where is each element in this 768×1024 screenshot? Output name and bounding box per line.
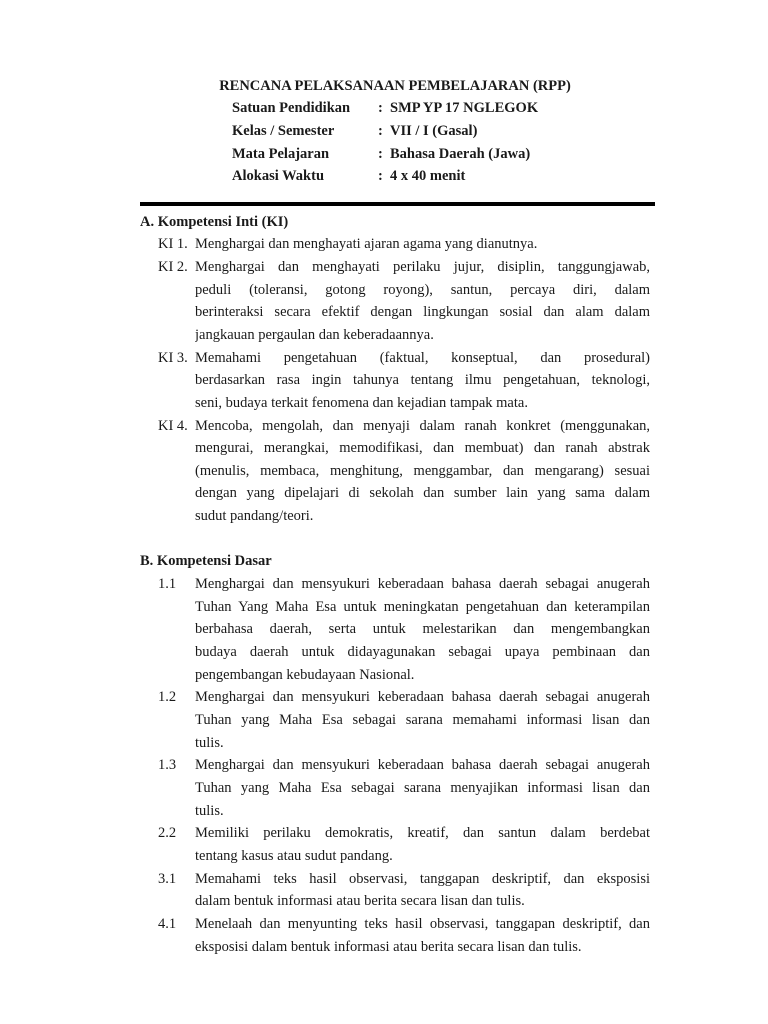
text-line: seni, budaya terkait fenomena dan kejadian tampak mata.: [195, 394, 528, 411]
text-line: eksposisi dalam bentuk informasi atau berita secara lisan dan tulis.: [195, 938, 582, 955]
kd-item-4-1: [0, 913, 768, 958]
kd-item-1-1: [0, 573, 768, 686]
ki-label: KI 1.: [158, 236, 188, 253]
kd-item-1-3: [0, 754, 768, 822]
ki-label: KI 4.: [158, 417, 188, 434]
header-value: Bahasa Daerah (Jawa): [390, 145, 531, 162]
header-label: Alokasi Waktu: [232, 168, 325, 185]
header-separator: :: [378, 145, 383, 162]
text-line: Mencoba, mengolah, dan menyaji dalam ranah konkret (menggunakan,: [195, 417, 650, 434]
header-separator: :: [378, 122, 383, 139]
header-label: Satuan Pendidikan: [232, 100, 351, 117]
section-heading-ki: A. Kompetensi Inti (KI): [140, 213, 289, 230]
header-row-subject: [0, 143, 768, 166]
ki-label: KI 2.: [158, 258, 188, 275]
text-line: pengembangan kebudayaan Nasional.: [195, 666, 415, 683]
section-spacer: [0, 528, 768, 551]
text-line: Memahami pengetahuan (faktual, konseptual, dan prosedural): [195, 349, 650, 366]
kd-number: 1.3: [158, 757, 177, 774]
text-line: Tuhan yang Maha Esa sebagai sarana menyajikan informasi lisan dan: [195, 780, 650, 796]
text-line: Menghargai dan menghayati perilaku jujur, disiplin, tanggungjawab,: [195, 258, 650, 275]
text-line: Menghargai dan mensyukuri keberadaan bahasa daerah sebagai anugerah: [195, 576, 650, 593]
text-line: Memiliki perilaku demokratis, kreatif, dan santun dalam berdebat: [195, 825, 650, 842]
header-divider: [140, 202, 655, 206]
kd-number: 4.1: [158, 915, 177, 932]
kd-description: [195, 822, 650, 867]
kd-number: 1.2: [158, 689, 177, 706]
ki-item-2: [0, 256, 768, 347]
document-title: RENCANA PELAKSANAAN PEMBELAJARAN (RPP): [219, 77, 571, 94]
text-line: berinteraksi secara efektif dengan lingkungan sosial dan alam dalam: [195, 304, 650, 321]
text-line: jangkauan pergaulan dan keberadaannya.: [195, 326, 434, 343]
ki-item-4: [0, 415, 768, 528]
header-separator: :: [378, 100, 383, 117]
kd-number: 3.1: [158, 870, 177, 887]
text-line: tulis.: [195, 734, 224, 751]
header-separator: :: [378, 168, 383, 185]
header-row-time: [0, 165, 768, 188]
text-line: Tuhan yang Maha Esa sebagai sarana memahami informasi lisan dan: [195, 712, 650, 729]
ki-item-1: [0, 233, 768, 256]
text-line: berbahasa daerah, serta untuk melestarikan dan mengembangkan: [195, 621, 650, 638]
text-line: mengurai, merangkai, memodifikasi, dan membuat) dan ranah abstrak: [195, 440, 650, 457]
text-line: tentang kasus atau sudut pandang.: [195, 847, 393, 864]
ki-description: [195, 256, 650, 347]
text-line: Menghargai dan menghayati ajaran agama yang dianutnya.: [195, 236, 538, 253]
document-body: [0, 75, 768, 959]
text-line: sudut pandang/teori.: [195, 508, 314, 525]
ki-description: [195, 233, 650, 256]
ki-description: [195, 347, 650, 415]
kd-description: [195, 868, 650, 913]
text-line: Menelaah dan menyunting teks hasil observasi, tanggapan deskriptif, dan: [195, 915, 650, 932]
kd-item-3-1: [0, 868, 768, 913]
kd-description: [195, 686, 650, 754]
ki-label: KI 3.: [158, 349, 188, 366]
text-line: dalam bentuk informasi atau berita secara lisan dan tulis.: [195, 893, 525, 910]
text-line: berdasarkan rasa ingin tahunya tentang ilmu pengetahuan, teknologi,: [195, 372, 650, 389]
kd-item-1-2: [0, 686, 768, 754]
text-line: tulis.: [195, 802, 224, 819]
header-row-school: [0, 97, 768, 120]
header-label: Kelas / Semester: [232, 122, 335, 139]
kd-description: [195, 573, 650, 686]
text-line: Memahami teks hasil observasi, tanggapan deskriptif, dan eksposisi: [195, 870, 650, 887]
text-line: peduli (toleransi, gotong royong), santun, percaya diri, dalam: [195, 281, 650, 298]
section-heading-kd: B. Kompetensi Dasar: [140, 553, 272, 570]
ki-item-3: [0, 347, 768, 415]
header-value: VII / I (Gasal): [390, 122, 478, 139]
text-line: budaya daerah untuk didayagunakan sebagai upaya pembinaan dan: [195, 644, 650, 661]
header-value: SMP YP 17 NGLEGOK: [390, 100, 539, 117]
text-line: Menghargai dan mensyukuri keberadaan bahasa daerah sebagai anugerah: [195, 757, 650, 774]
kd-description: [195, 913, 650, 958]
text-line: Tuhan Yang Maha Esa untuk meningkatan pengetahuan dan keterampilan: [195, 598, 650, 615]
text-line: (menulis, membaca, menghitung, menggambar, dan mengarang) sesuai: [195, 462, 650, 479]
kd-number: 1.1: [158, 576, 177, 593]
header-row-class: [0, 120, 768, 143]
text-line: dengan yang dipelajari di sekolah dan sumber lain yang sama dalam: [195, 485, 650, 502]
kd-number: 2.2: [158, 825, 177, 842]
header-divider-row: [0, 188, 768, 211]
ki-description: [195, 415, 650, 528]
kd-item-2-2: [0, 822, 768, 867]
kd-description: [195, 754, 650, 822]
header-label: Mata Pelajaran: [232, 145, 330, 162]
header-value: 4 x 40 menit: [390, 168, 466, 185]
text-line: Menghargai dan mensyukuri keberadaan bahasa daerah sebagai anugerah: [195, 689, 650, 706]
